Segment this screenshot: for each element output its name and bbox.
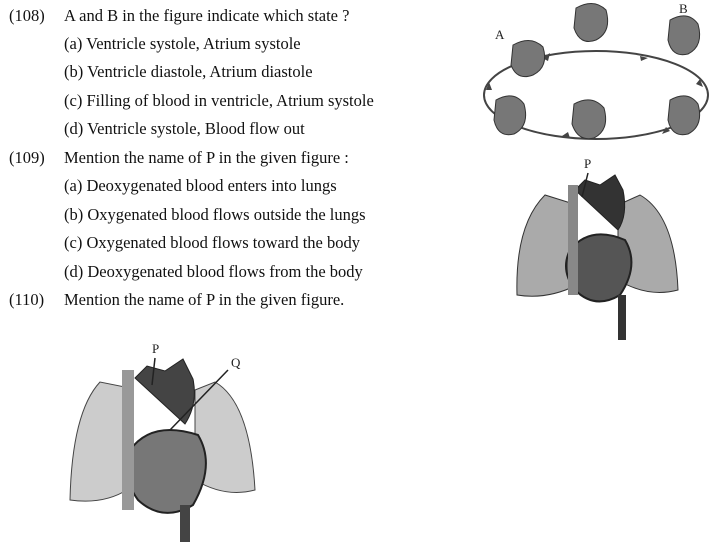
question-108-option-c: (c) Filling of blood in ventricle, Atrium systole (64, 91, 374, 110)
question-109-option-a: (a) Deoxygenated blood enters into lungs (64, 176, 337, 195)
question-109-option-d: (d) Deoxygenated blood flows from the body (64, 262, 363, 281)
question-109-text: Mention the name of P in the given figure : (64, 148, 349, 167)
cardiac-cycle-figure (478, 0, 724, 150)
question-110-number: (110) (9, 290, 45, 309)
figure-label-q: Q (231, 355, 241, 370)
question-110-text: Mention the name of P in the given figure. (64, 290, 345, 309)
question-108-text: A and B in the figure indicate which state ? (64, 6, 350, 25)
figure-label-b: B (679, 1, 688, 16)
heart-lungs-figure-110 (60, 340, 280, 542)
question-108-number: (108) (9, 6, 45, 25)
figure-label-a: A (495, 27, 505, 42)
question-109-option-c: (c) Oxygenated blood flows toward the body (64, 233, 361, 252)
figure-label-p: P (152, 341, 160, 356)
question-109-number: (109) (9, 148, 45, 167)
figure-label-p: P (584, 156, 592, 171)
question-108-option-a: (a) Ventricle systole, Atrium systole (64, 34, 301, 53)
question-108-option-b: (b) Ventricle diastole, Atrium diastole (64, 62, 313, 81)
heart-lungs-figure-109 (500, 155, 700, 340)
question-108-option-d: (d) Ventricle systole, Blood flow out (64, 119, 305, 138)
question-109-option-b: (b) Oxygenated blood flows outside the lungs (64, 205, 366, 224)
